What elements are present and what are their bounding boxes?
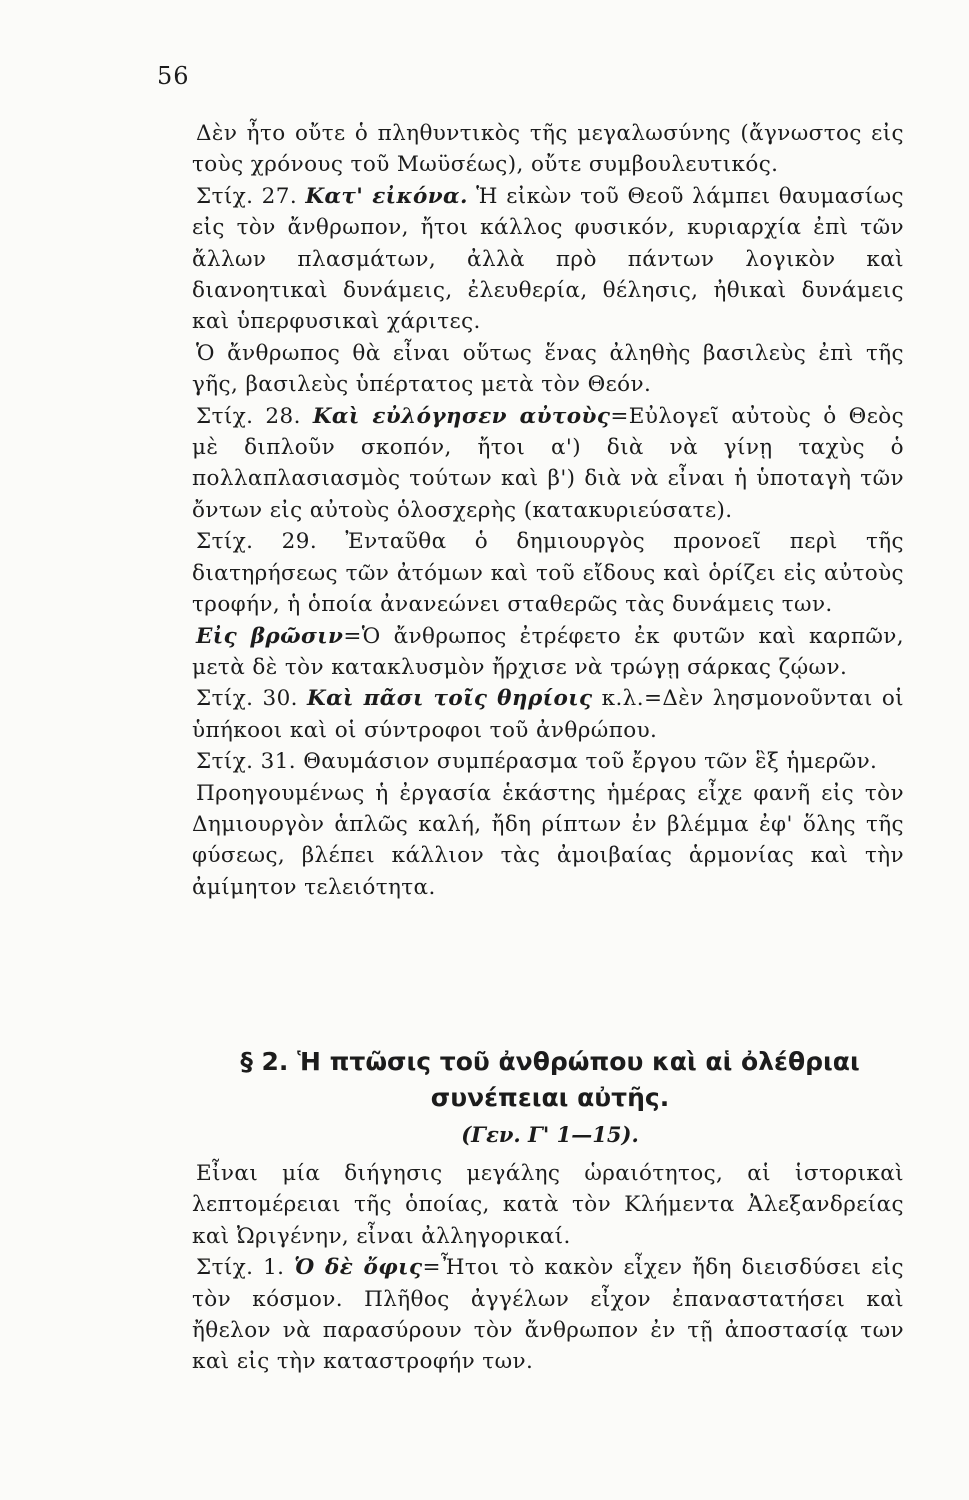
paragraph: Στίχ. 29. Ἐνταῦθα ὁ δημιουργὸς προνοεῖ περὶ τῆς διατηρήσεως τῶν ἀτόμων καὶ τοῦ εἴδους καὶ ὁρίζει εἰς αὐτοὺς τροφήν, ἡ ὁποία ἀνανεώνει σταθερῶς τὰς δυνάμεις των. bbox=[192, 529, 904, 618]
paragraph: Στίχ. 30. Καὶ πᾶσι τοῖς θηρίοις κ.λ.=Δὲν λησμονοῦνται οἱ ὑπήκοοι καὶ οἱ σύντροφοι τοῦ ἀνθρώπου. bbox=[192, 686, 904, 743]
paragraph: Εἶναι μία διήγησις μεγάλης ὡραιότητος, αἱ ἱστορικαὶ λεπτομέρειαι τῆς ὁποίας, κατὰ τὸν Κλήμεντα Ἀλεξανδρείας καὶ Ὠριγένην, εἶναι ἀλληγορικαί. bbox=[192, 1161, 904, 1249]
page-number: 56 bbox=[157, 62, 190, 90]
body-text bbox=[192, 118, 904, 903]
paragraph: Στίχ. 27. Κατ' εἰκόνα. Ἡ εἰκὼν τοῦ Θεοῦ λάμπει θαυμασίως εἰς τὸν ἄνθρωπον, ἤτοι κάλλος φυσικόν, κυριαρχία ἐπὶ τῶν ἄλλων πλασμάτων, ἀλλὰ πρὸ πάντων λογικὸν καὶ διανοητικαὶ δυνάμεις, ἐλευθερία, θέλησις, ἠθικαὶ δυνάμεις καὶ ὑπερφυσικαὶ χάριτες. bbox=[192, 183, 904, 335]
section-heading bbox=[190, 1044, 910, 1147]
paragraph: Στίχ. 1. Ὁ δὲ ὄφις=Ἦτοι τὸ κακὸν εἶχεν ἤδη διεισδύσει εἰς τὸν κόσμον. Πλῆθος ἀγγέλων εἶχον ἐπαναστατήσει καὶ ἤθελον νὰ παρασύρουν τὸν ἄνθρωπον ἐν τῇ ἀποστασίᾳ των καὶ εἰς τὴν καταστροφήν των. bbox=[192, 1255, 905, 1375]
paragraph: Στίχ. 28. Καὶ εὐλόγησεν αὐτοὺς=Εὐλογεῖ αὐτοὺς ὁ Θεὸς μὲ διπλοῦν σκοπόν, ἤτοι α') διὰ νὰ γίνῃ ταχὺς ὁ πολλαπλασιασμὸς τούτων καὶ β') διὰ νὰ εἶναι ἡ ὑποταγὴ τῶν ὄντων εἰς αὐτοὺς ὁλοσχερὴς (κατακυριεύσατε). bbox=[192, 403, 905, 523]
paragraph: Δὲν ἦτο οὔτε ὁ πληθυντικὸς τῆς μεγαλωσύνης (ἄγνωστος εἰς τοὺς χρόνους τοῦ Μωϋσέως), οὔτε συμβουλευτικός. bbox=[192, 121, 904, 178]
section-title: § 2. Ἡ πτῶσις τοῦ ἀνθρώπου καὶ αἱ ὀλέθριαι συνέπειαι αὐτῆς. bbox=[240, 1047, 860, 1112]
paragraph: Ὁ ἄνθρωπος θὰ εἶναι οὕτως ἕνας ἀληθὴς βασιλεὺς ἐπὶ τῆς γῆς, βασιλεὺς ὑπέρτατος μετὰ τὸν Θεόν. bbox=[192, 340, 904, 398]
section-reference: (Γεν. Γ' 1—15). bbox=[461, 1122, 639, 1147]
paragraph: Εἰς βρῶσιν=Ὁ ἄνθρωπος ἐτρέφετο ἐκ φυτῶν καὶ καρπῶν, μετὰ δὲ τὸν κατακλυσμὸν ἤρχισε νὰ τρώγῃ σάρκας ζῴων. bbox=[192, 623, 905, 680]
paragraph: Προηγουμένως ἡ ἐργασία ἑκάστης ἡμέρας εἶχε φανῆ εἰς τὸν Δημιουργὸν ἁπλῶς καλή, ἤδη ρίπτων ἐν βλέμμα ἐφ' ὅλης τῆς φύσεως, βλέπει κάλλιον τὰς ἀμοιβαίας ἁρμονίας καὶ τὴν ἀμίμητον τελειότητα. bbox=[192, 780, 904, 900]
paragraph: Στίχ. 31. Θαυμάσιον συμπέρασμα τοῦ ἔργου τῶν ἓξ ἡμερῶν. bbox=[196, 749, 878, 775]
section-body bbox=[192, 1158, 904, 1378]
